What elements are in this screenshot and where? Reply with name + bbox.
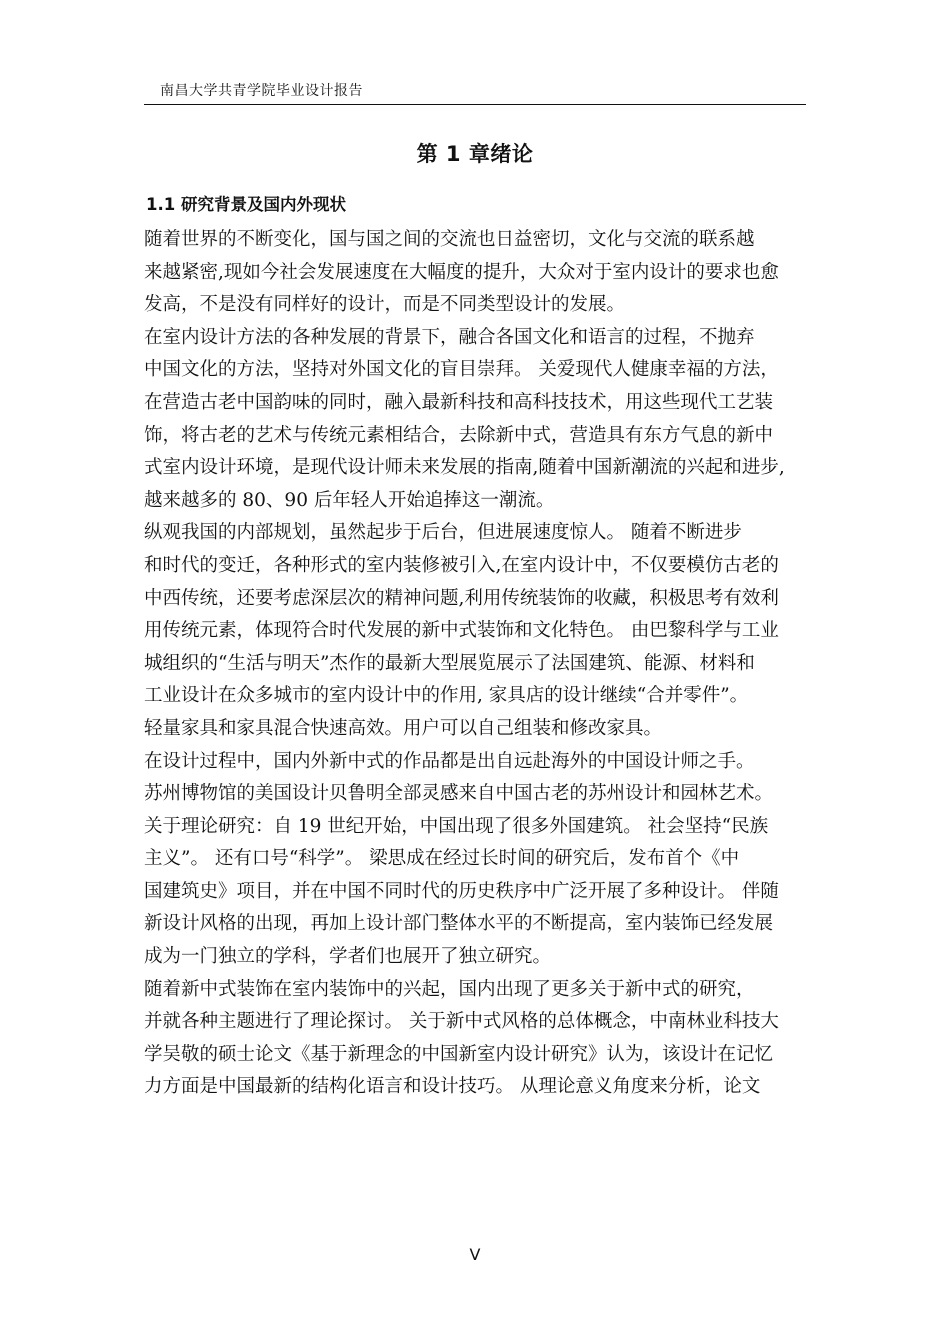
text-line: 关于理论研究：自 19 世纪开始，中国出现了很多外国建筑。 社会坚持“民族 [144,815,769,837]
text-line: 和时代的变迁，各种形式的室内装修被引入,在室内设计中，不仅要模仿古老的 [144,554,779,576]
text-line: 苏州博物馆的美国设计贝鲁明全部灵感来自中国古老的苏州设计和园林艺术。 [144,783,774,805]
header-rule [144,104,806,105]
text-line: 成为一门独立的学科，学者们也展开了独立研究。 [144,946,552,968]
running-header: 南昌大学共青学院毕业设计报告 [160,83,363,99]
section-heading: 1.1 研究背景及国内外现状 [146,195,346,214]
text-line: 中国文化的方法，坚持对外国文化的盲目崇拜。 关爱现代人健康幸福的方法， [144,359,779,381]
text-line: 饰，将古老的艺术与传统元素相结合，去除新中式，营造具有东方气息的新中 [144,424,774,446]
text-line: 轻量家具和家具混合快速高效。用户可以自己组装和修改家具。 [144,717,663,739]
text-line: 并就各种主题进行了理论探讨。 关于新中式风格的总体概念，中南林业科技大 [144,1011,779,1033]
text-line: 学吴敬的硕士论文《基于新理念的中国新室内设计研究》认为，该设计在记忆 [144,1043,774,1065]
text-line: 工业设计在众多城市的室内设计中的作用, 家具店的设计继续“合并零件”。 [144,685,749,707]
text-line: 国建筑史》项目，并在中国不同时代的历史秩序中广泛开展了多种设计。 伴随 [144,880,779,902]
body-text [144,224,808,1104]
text-line: 新设计风格的出现，再加上设计部门整体水平的不断提高，室内装饰已经发展 [144,913,774,935]
text-line: 在室内设计方法的各种发展的背景下，融合各国文化和语言的过程，不抛弃 [144,326,755,348]
text-line: 用传统元素，体现符合时代发展的新中式装饰和文化特色。 由巴黎科学与工业 [144,620,779,642]
chapter-title: 第 1 章绪论 [416,142,534,166]
text-line: 在设计过程中，国内外新中式的作品都是出自远赴海外的中国设计师之手。 [144,750,755,772]
text-line: 纵观我国的内部规划，虽然起步于后台，但进展速度惊人。 随着不断进步 [144,522,742,544]
text-line: 城组织的“生活与明天”杰作的最新大型展览展示了法国建筑、能源、材料和 [144,652,755,674]
text-line: 发高，不是没有同样好的设计，而是不同类型设计的发展。 [144,294,626,316]
text-line: 中西传统，还要考虑深层次的精神问题,利用传统装饰的收藏，积极思考有效利 [144,587,779,609]
text-line: 越来越多的 80、90 后年轻人开始追捧这一潮流。 [144,489,555,511]
text-line: 随着世界的不断变化，国与国之间的交流也日益密切，文化与交流的联系越 [144,229,755,250]
text-line: 主义”。 还有口号“科学”。 梁思成在经过长时间的研究后，发布首个《中 [144,848,740,870]
text-line: 随着新中式装饰在室内装饰中的兴起，国内出现了更多关于新中式的研究， [144,978,755,1000]
page-number: V [469,1245,481,1264]
text-line: 力方面是中国最新的结构化语言和设计技巧。 从理论意义角度来分析，论文 [144,1076,761,1098]
text-line: 式室内设计环境，是现代设计师未来发展的指南,随着中国新潮流的兴起和进步, [144,457,785,479]
text-line: 来越紧密,现如今社会发展速度在大幅度的提升，大众对于室内设计的要求也愈 [144,261,779,283]
text-line: 在营造古老中国韵味的同时，融入最新科技和高科技技术，用这些现代工艺装 [144,391,774,413]
